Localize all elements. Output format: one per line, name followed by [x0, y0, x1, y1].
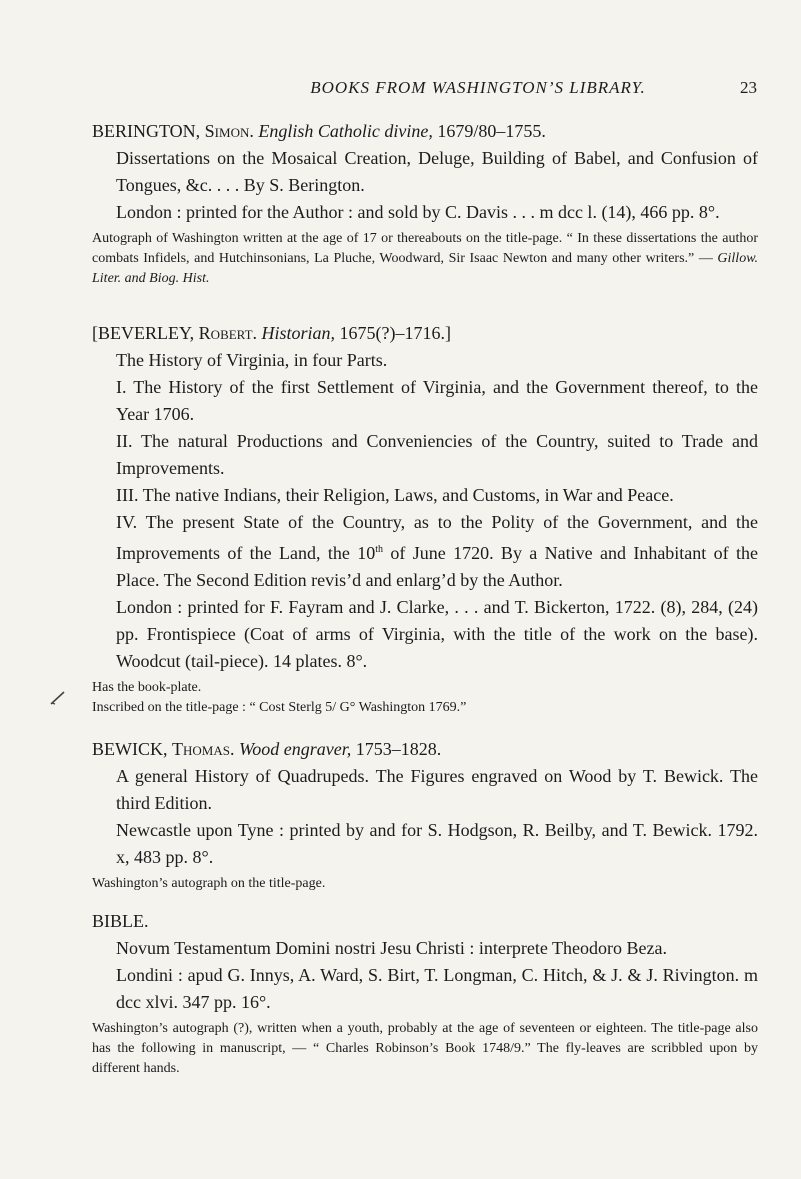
- book-note: Washington’s autograph on the title-page.: [92, 876, 326, 891]
- author-dates: 1675(?)–1716.]: [339, 323, 452, 343]
- author-surname: BEWICK,: [92, 739, 168, 759]
- book-part-2: II. The natural Productions and Conveniencies of the Country, suited to Trade and Improvements.: [116, 431, 758, 478]
- author-role: Historian,: [261, 323, 336, 343]
- book-part-4: [92, 509, 758, 594]
- author-role: English Catholic divine,: [258, 121, 433, 141]
- book-imprint: Londini : apud G. Innys, A. Ward, S. Birt, T. Longman, C. Hitch, & J. & J. Rivington. m dcc xlvi. 347 pp. 16°.: [116, 965, 758, 1012]
- author-given-name: Thomas.: [172, 739, 235, 759]
- author-surname: BIBLE.: [92, 911, 149, 931]
- book-inscription: Inscribed on the title-page : “ Cost Sterlg 5/ G° Washington 1769.”: [92, 700, 467, 715]
- author-surname: [BEVERLEY,: [92, 323, 195, 343]
- entry-bible: [92, 908, 758, 1079]
- entry-heading: [92, 908, 758, 935]
- entry-heading: [92, 736, 758, 763]
- author-dates: 1753–1828.: [355, 739, 442, 759]
- book-title: The History of Virginia, in four Parts.: [116, 350, 388, 370]
- part-4-text-cont: of June 1720. By a Native and Inhabitant of the Place. The Second Edition revis’d and enlarg’d by the Author.: [116, 543, 759, 590]
- entry-beverley: [92, 320, 758, 718]
- running-title: BOOKS FROM WASHINGTON’S LIBRARY.: [310, 78, 646, 97]
- book-imprint: Newcastle upon Tyne : printed by and for S. Hodgson, R. Beilby, and T. Bewick. 1792. x, 483 pp. 8°.: [116, 820, 758, 867]
- book-part-1: I. The History of the first Settlement of Virginia, and the Government thereof, to the Year 1706.: [116, 377, 758, 424]
- entry-berington: [92, 118, 758, 289]
- part-4-superscript: th: [375, 544, 384, 555]
- entry-heading: [92, 118, 758, 145]
- note-source: Gillow. Liter. and Biog. Hist.: [92, 251, 758, 286]
- author-surname: BERINGTON,: [92, 121, 201, 141]
- page-number: 23: [740, 78, 757, 97]
- author-given-name: Robert.: [198, 323, 258, 343]
- book-part-3: III. The native Indians, their Religion, Laws, and Customs, in War and Peace.: [116, 485, 674, 505]
- author-given-name: Simon.: [204, 121, 254, 141]
- entry-bewick: [92, 736, 758, 894]
- book-note: [92, 229, 758, 289]
- entry-heading: [92, 320, 758, 347]
- author-dates: 1679/80–1755.: [437, 121, 546, 141]
- book-title: Novum Testamentum Domini nostri Jesu Christi : interprete Theodoro Beza.: [116, 938, 667, 958]
- book-note: Washington’s autograph (?), written when a youth, probably at the age of seventeen or eighteen. The title-page also has the following in manuscript, — “ Charles Robinson’s Book 1748/9.” The fly-leaves are scribbled upon by different hands.: [92, 1021, 758, 1076]
- book-imprint: London : printed for the Author : and sold by C. Davis . . . m dcc l. (14), 466 pp. 8°.: [116, 202, 720, 222]
- book-title: A general History of Quadrupeds. The Figures engraved on Wood by T. Bewick. The third Edition.: [116, 766, 758, 813]
- book-imprint: London : printed for F. Fayram and J. Clarke, . . . and T. Bickerton, 1722. (8), 284, (24) pp. Frontispiece (Coat of arms of Virginia, with the title of the work on the base). Woodcut (tail-piece). 14 plates. 8°.: [116, 597, 758, 671]
- book-note: Has the book-plate.: [92, 680, 202, 695]
- note-text: Autograph of Washington written at the age of 17 or thereabouts on the title-page. “ In these dissertations the author combats Infidels, and Hutchinsonians, La Pluche, Woodward, Sir Isaac Newton and many other writers.” —: [92, 231, 758, 266]
- part-4-text: IV. The present State of the Country, as to the Polity of the Government, and the Improvements of the Land, the 10: [116, 512, 758, 563]
- author-role: Wood engraver,: [238, 739, 352, 759]
- checkmark-pencil-icon: [50, 690, 66, 706]
- book-title: Dissertations on the Mosaical Creation, Deluge, Building of Babel, and Confusion of Tongues, &c. . . . By S. Berington.: [116, 148, 758, 195]
